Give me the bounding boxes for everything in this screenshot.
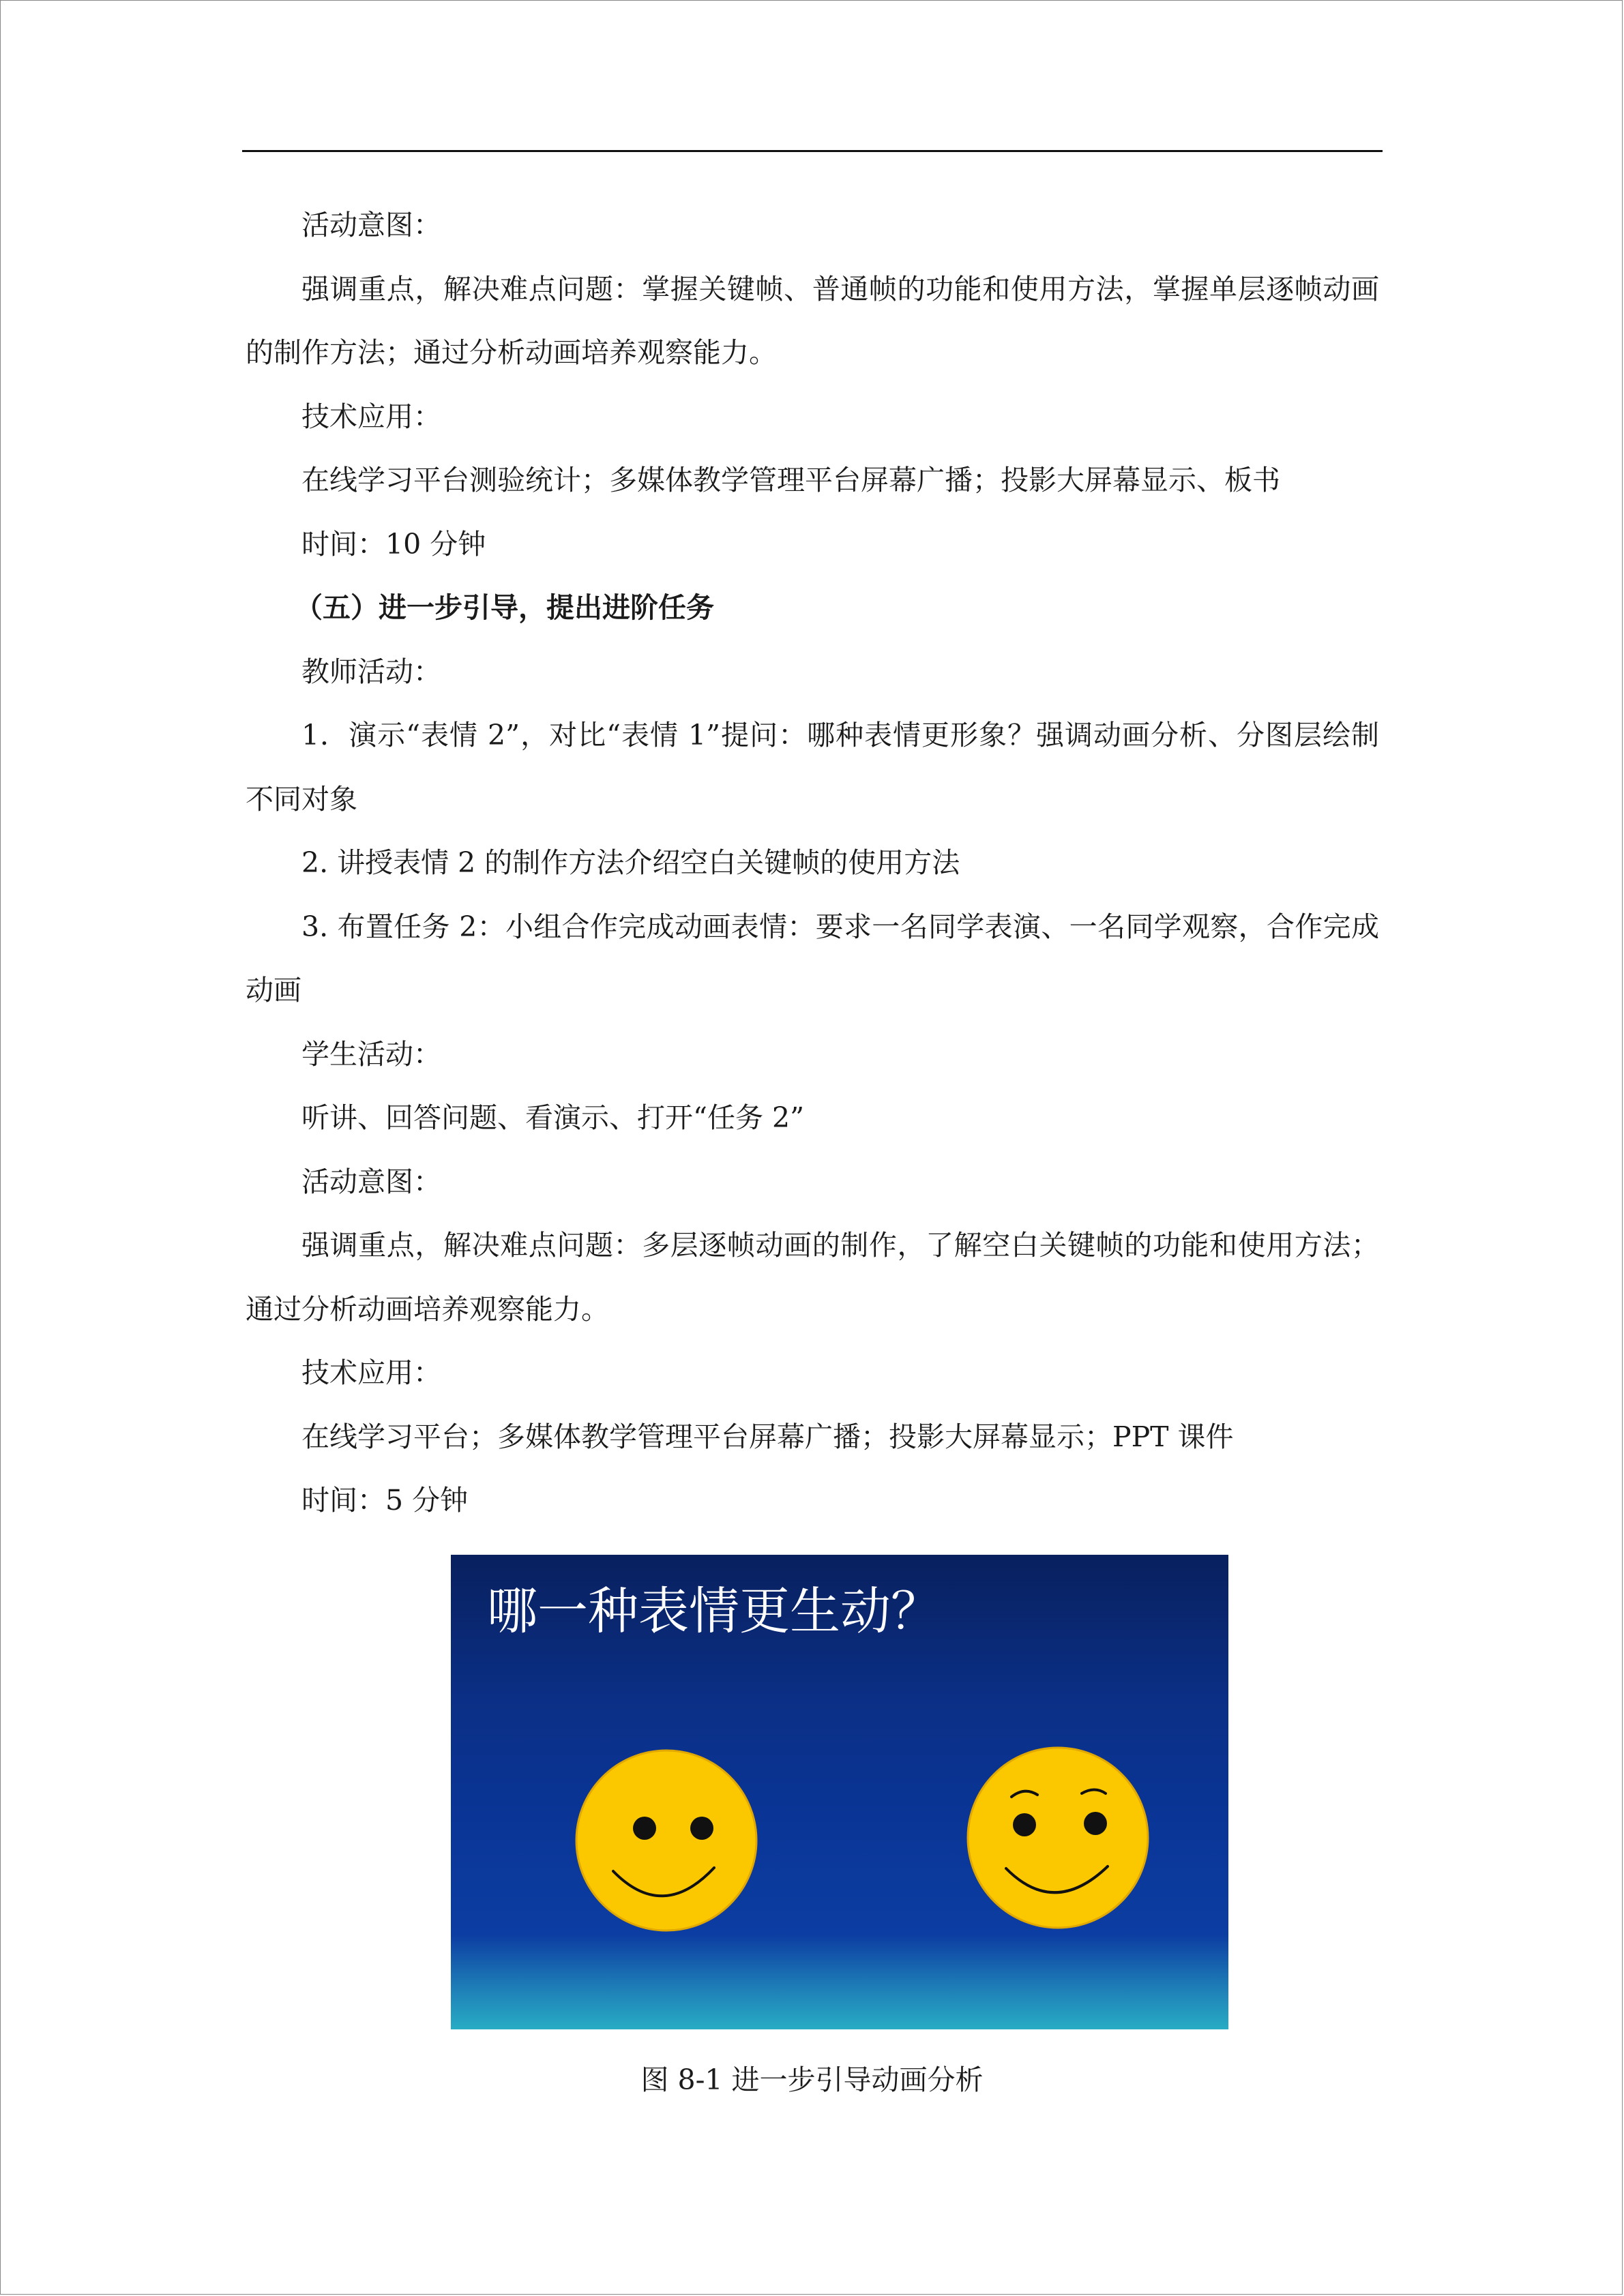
paragraph: 技术应用： [301,1356,441,1389]
slide-figure [451,1555,1228,2029]
list-item: 2. 讲授表情 2 的制作方法介绍空白关键帧的使用方法 [301,846,960,879]
paragraph: 听讲、回答问题、看演示、打开“任务 2” [301,1101,805,1134]
paragraph: 活动意图： [301,209,441,241]
section-heading: （五）进一步引导，提出进阶任务 [295,591,714,624]
smiley-face-eyebrows-icon [966,1746,1150,1930]
paragraph: 在线学习平台测验统计；多媒体教学管理平台屏幕广播；投影大屏幕显示、板书 [301,464,1280,496]
paragraph: 技术应用： [301,400,441,433]
paragraph: 教师活动： [301,655,441,688]
paragraph: 强调重点，解决难点问题：多层逐帧动画的制作，了解空白关键帧的功能和使用方法；通过分析动画培养观察能力。 [246,1229,1379,1326]
document-body [246,194,1379,1533]
paragraph: 活动意图： [301,1165,441,1198]
paragraph: 学生活动： [301,1037,441,1071]
list-item: 3. 布置任务 2：小组合作完成动画表情：要求一名同学表演、一名同学观察，合作完成动画 [246,910,1379,1007]
header-rule [242,150,1383,152]
smiley-face-plain-icon [574,1748,758,1933]
paragraph: 在线学习平台；多媒体教学管理平台屏幕广播；投影大屏幕显示；PPT 课件 [301,1420,1234,1453]
paragraph: 时间：5 分钟 [301,1484,469,1517]
list-item: 1．演示“表情 2”，对比“表情 1”提问：哪种表情更形象？强调动画分析、分图层绘制不同对象 [246,719,1379,816]
slide-title: 哪一种表情更生动？ [487,1582,941,1641]
figure-caption: 图 8-1 进一步引导动画分析 [640,2063,984,2096]
paragraph: 强调重点，解决难点问题：掌握关键帧、普通帧的功能和使用方法，掌握单层逐帧动画的制作方法；通过分析动画培养观察能力。 [246,272,1379,369]
paragraph: 时间：10 分钟 [301,527,486,561]
